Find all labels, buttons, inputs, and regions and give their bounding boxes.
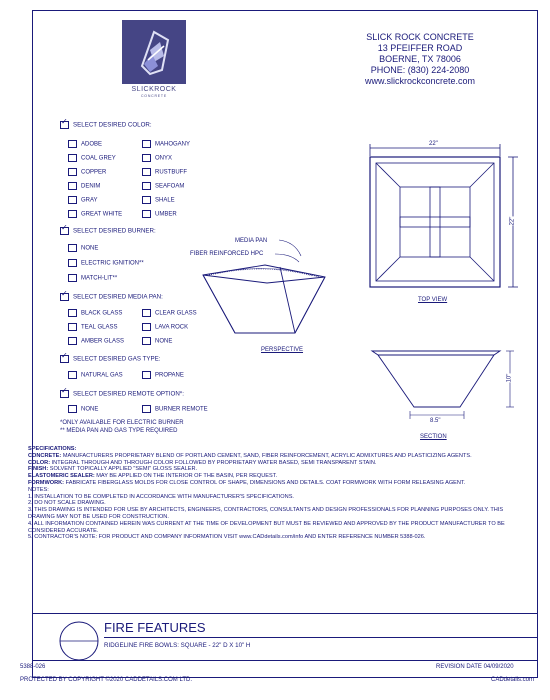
reference-number: 5388-026 [20, 664, 46, 670]
fiber-callout: FIBER REINFORCED HPC [190, 251, 264, 257]
caddetails-link[interactable]: CADdetails.com [490, 677, 534, 683]
burner-option-electric[interactable]: ELECTRIC IGNITION** [68, 259, 144, 267]
title-circle-icon [58, 620, 100, 662]
burner-heading-checkbox[interactable] [60, 227, 69, 235]
drawing-title: FIRE FEATURES [104, 620, 206, 635]
color-heading: ✓SELECT DESIRED COLOR: [60, 121, 152, 129]
media-option-none[interactable]: NONE [142, 337, 172, 345]
remote-note-2: ** MEDIA PAN AND GAS TYPE REQUIRED [60, 428, 178, 434]
color-option-umber[interactable]: UMBER [142, 210, 177, 218]
company-phone: PHONE: (830) 224-2080 [370, 65, 470, 75]
top-depth-dimension: 22" [509, 216, 516, 226]
top-view-drawing [355, 140, 535, 300]
specifications-block [28, 446, 508, 541]
section-label: SECTION [420, 434, 447, 440]
media-heading: ✓SELECT DESIRED MEDIA PAN: [60, 293, 163, 301]
section-drawing [370, 345, 520, 430]
copyright-text: PROTECTED BY COPYRIGHT ©2020 CADDETAILS.COM LTD. [20, 677, 193, 683]
spec-color: COLOR: INTEGRAL THROUGH AND THROUGH COLOR FOLLOWED BY PROPRIETARY WATER BASED, SEMI TRANSPARENT STAIN. [28, 459, 377, 466]
gas-heading: ✓SELECT DESIRED GAS TYPE: [60, 355, 160, 363]
title-underline [104, 637, 538, 638]
company-address-2: BOERNE, TX 78006 [379, 54, 461, 64]
color-option-seafoam[interactable]: SEAFOAM [142, 182, 184, 190]
perspective-drawing [195, 255, 335, 340]
notes-heading: NOTES: [28, 486, 49, 493]
color-option-gray[interactable]: GRAY [68, 196, 98, 204]
section-height-dimension: 10" [506, 373, 513, 383]
note-2: 2. DO NOT SCALE DRAWING. [28, 500, 106, 507]
burner-heading: ✓SELECT DESIRED BURNER: [60, 227, 156, 235]
remote-note-1: *ONLY AVAILABLE FOR ELECTRIC BURNER [60, 420, 184, 426]
color-option-adobe[interactable]: ADOBE [68, 140, 102, 148]
gas-option-natural[interactable]: NATURAL GAS [68, 371, 123, 379]
section-base-dimension: 8.5" [430, 418, 441, 424]
media-option-clear-glass[interactable]: CLEAR GLASS [142, 309, 197, 317]
gas-option-propane[interactable]: PROPANE [142, 371, 184, 379]
color-option-copper[interactable]: COPPER [68, 168, 106, 176]
gas-heading-checkbox[interactable] [60, 355, 69, 363]
company-name: SLICK ROCK CONCRETE [366, 32, 474, 42]
color-option-mahogany[interactable]: MAHOGANY [142, 140, 190, 148]
drawing-subtitle: RIDGELINE FIRE BOWLS: SQUARE - 22" D X 10" H [104, 642, 251, 649]
logo-rock-icon [122, 20, 186, 84]
remote-option-none[interactable]: NONE [68, 405, 98, 413]
perspective-label: PERSPECTIVE [261, 347, 304, 353]
media-option-amber-glass[interactable]: AMBER GLASS [68, 337, 124, 345]
revision-date: REVISION DATE 04/09/2020 [436, 664, 514, 670]
logo-subtext: CONCRETE [140, 94, 168, 98]
company-website[interactable]: www.slickrockconcrete.com [364, 76, 476, 86]
spec-formwork: FORMWORK: FABRICATE FIBERGLASS MOLDS FOR CLOSE CONTROL OF SHAPE, DIMENSIONS AND DETAILS. COAT FORMWORK WITH FORM RELEASING AGENT. [28, 479, 466, 486]
media-pan-callout: MEDIA PAN [235, 238, 268, 244]
note-3: 3. THIS DRAWING IS INTENDED FOR USE BY ARCHITECTS, ENGINEERS, CONTRACTORS, CONSULTANTS AND DESIGN PROFESSIONALS FOR PLANNING PURPOSES ONLY. THIS DRAWING MAY NOT BE USED FOR CONSTRUCTION. [28, 507, 504, 520]
title-block-bottom-rule [32, 660, 538, 661]
burner-option-none[interactable]: NONE [68, 244, 98, 252]
color-option-shale[interactable]: SHALE [142, 196, 175, 204]
note-5: 5. CONTRACTOR'S NOTE: FOR PRODUCT AND COMPANY INFORMATION VISIT www.CADdetails.com/info AND ENTER REFERENCE NUMBER 5388-026. [28, 534, 426, 541]
company-address-1: 13 PFEIFFER ROAD [377, 43, 463, 53]
spec-sealer: ELASTOMERIC SEALER: MAY BE APPLIED ON THE INTERIOR OF THE BASIN, PER REQUEST. [28, 473, 278, 480]
top-view-label: TOP VIEW [418, 297, 448, 303]
note-1: 1. INSTALLATION TO BE COMPLETED IN ACCORDANCE WITH MANUFACTURER'S SPECIFICATIONS. [28, 493, 294, 500]
burner-option-match-lit[interactable]: MATCH-LIT** [68, 274, 117, 282]
color-option-coal-grey[interactable]: COAL GREY [68, 154, 116, 162]
remote-heading: ✓SELECT DESIRED REMOTE OPTION*: [60, 390, 184, 398]
title-block-top-rule [32, 613, 538, 614]
spec-concrete: CONCRETE: MANUFACTURERS PROPRIETARY BLEND OF PORTLAND CEMENT, SAND, FIBER REINFORCEMENT, ACRYLIC ADMIXTURES AND PLASTICIZING AGENTS. [28, 452, 472, 459]
color-option-rustbuff[interactable]: RUSTBUFF [142, 168, 187, 176]
color-option-onyx[interactable]: ONYX [142, 154, 172, 162]
remote-heading-checkbox[interactable] [60, 390, 69, 398]
color-heading-checkbox[interactable] [60, 121, 69, 129]
media-option-black-glass[interactable]: BLACK GLASS [68, 309, 122, 317]
media-option-teal-glass[interactable]: TEAL GLASS [68, 323, 117, 331]
logo-wordmark: SLICKROCK [131, 86, 177, 93]
note-4: 4. ALL INFORMATION CONTAINED HEREIN WAS CURRENT AT THE TIME OF DEVELOPMENT BUT MUST BE REVIEWED AND APPROVED BY THE PRODUCT MANUFACTURER TO BE CONSIDERED ACCURATE. [28, 520, 505, 534]
media-heading-checkbox[interactable] [60, 293, 69, 301]
callout-leader-lines [275, 236, 310, 266]
remote-option-burner-remote[interactable]: BURNER REMOTE [142, 405, 208, 413]
color-option-great-white[interactable]: GREAT WHITE [68, 210, 122, 218]
logo [122, 20, 186, 84]
spec-heading: SPECIFICATIONS: [28, 446, 77, 452]
top-width-dimension: 22" [429, 141, 438, 147]
company-info [320, 32, 520, 87]
color-option-denim[interactable]: DENIM [68, 182, 100, 190]
spec-finish: FINISH: SOLVENT TOPICALLY APPLIED "SEMI" GLOSS SEALER. [28, 466, 198, 473]
media-option-lava-rock[interactable]: LAVA ROCK [142, 323, 188, 331]
